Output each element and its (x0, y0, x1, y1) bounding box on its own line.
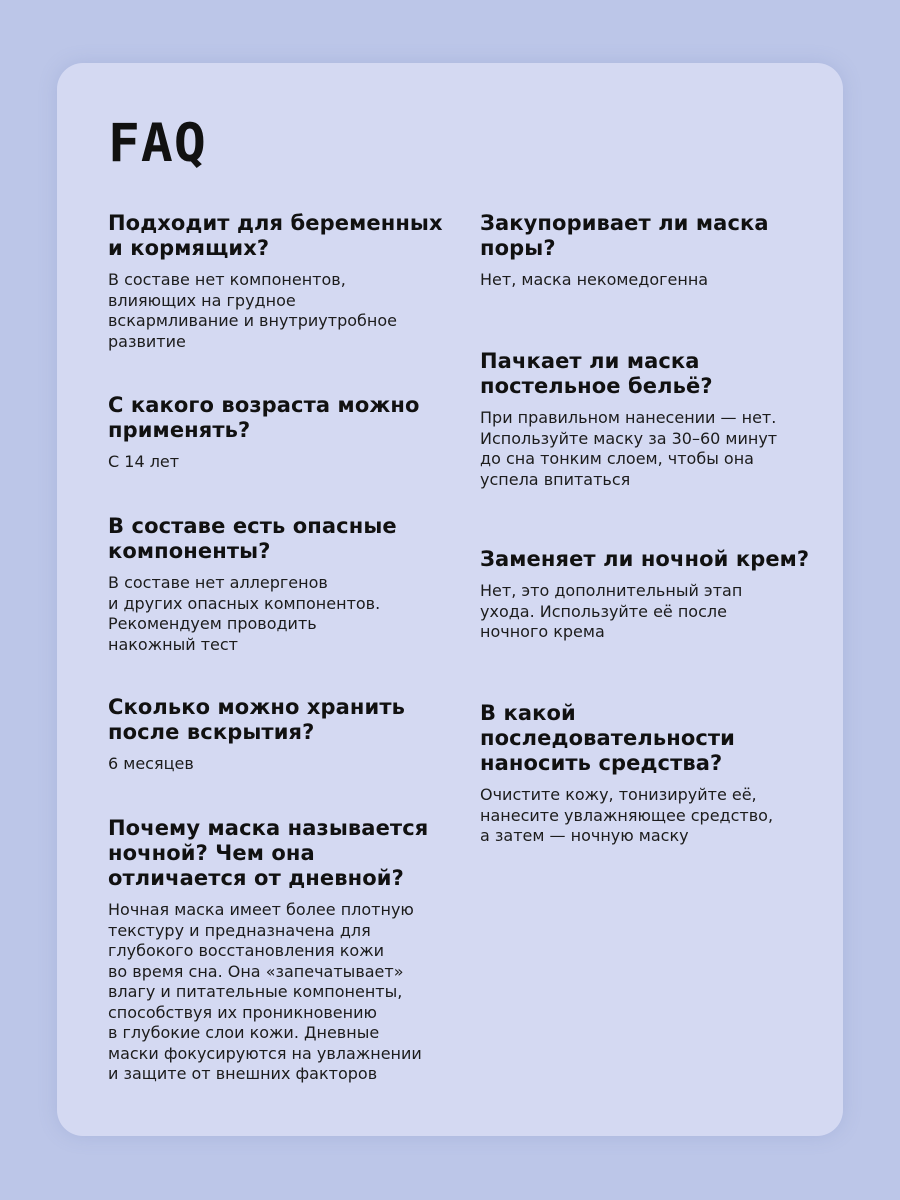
faq-answer: С 14 лет (108, 452, 180, 471)
faq-question: Пачкает ли маска постельное бельё? (480, 349, 713, 398)
faq-answer: Очистите кожу, тонизируйте её, нанесите увлажняющее средство, а затем — ночную маску (480, 785, 774, 845)
faq-question: Заменяет ли ночной крем? (480, 547, 810, 571)
faq-item-sequence (480, 701, 825, 847)
page-title: FAQ (108, 113, 207, 174)
faq-item-age (108, 393, 453, 473)
faq-item-dangerous-components (108, 514, 453, 655)
faq-question: С какого возраста можно применять? (108, 393, 420, 442)
faq-question: В составе есть опасные компоненты? (108, 514, 397, 563)
faq-item-night-cream (480, 547, 825, 643)
faq-answer: Нет, это дополнительный этап ухода. Используйте её после ночного крема (480, 581, 743, 641)
faq-answer: Ночная маска имеет более плотную текстуру и предназначена для глубокого восстановления кожи во время сна. Она «запечатывает» влагу и питательные компоненты, способствуя их проникновению в глубокие слои кожи. Дневные маски фокусируются на увлажнении и защите от внешних факторов (108, 900, 422, 1083)
faq-question: Сколько можно хранить после вскрытия? (108, 695, 406, 744)
faq-question: Закупоривает ли маска поры? (480, 211, 769, 260)
faq-item-bedding (480, 349, 825, 490)
faq-item-pregnancy (108, 211, 453, 352)
faq-answer: 6 месяцев (108, 754, 194, 773)
faq-question: Подходит для беременных и кормящих? (108, 211, 443, 260)
faq-question: В какой последовательности наносить средства? (480, 701, 735, 775)
faq-answer: При правильном нанесении — нет. Используйте маску за 30–60 минут до сна тонким слоем, чтобы она успела впитаться (480, 408, 778, 489)
faq-answer: Нет, маска некомедогенна (480, 270, 709, 289)
faq-item-pores (480, 211, 825, 291)
faq-item-storage (108, 695, 453, 775)
faq-answer: В составе нет компонентов, влияющих на грудное вскармливание и внутриутробное развитие (108, 270, 397, 351)
faq-answer: В составе нет аллергенов и других опасных компонентов. Рекомендуем проводить накожный тест (108, 573, 381, 654)
faq-item-night-vs-day (108, 816, 453, 1085)
faq-question: Почему маска называется ночной? Чем она отличается от дневной? (108, 816, 429, 890)
